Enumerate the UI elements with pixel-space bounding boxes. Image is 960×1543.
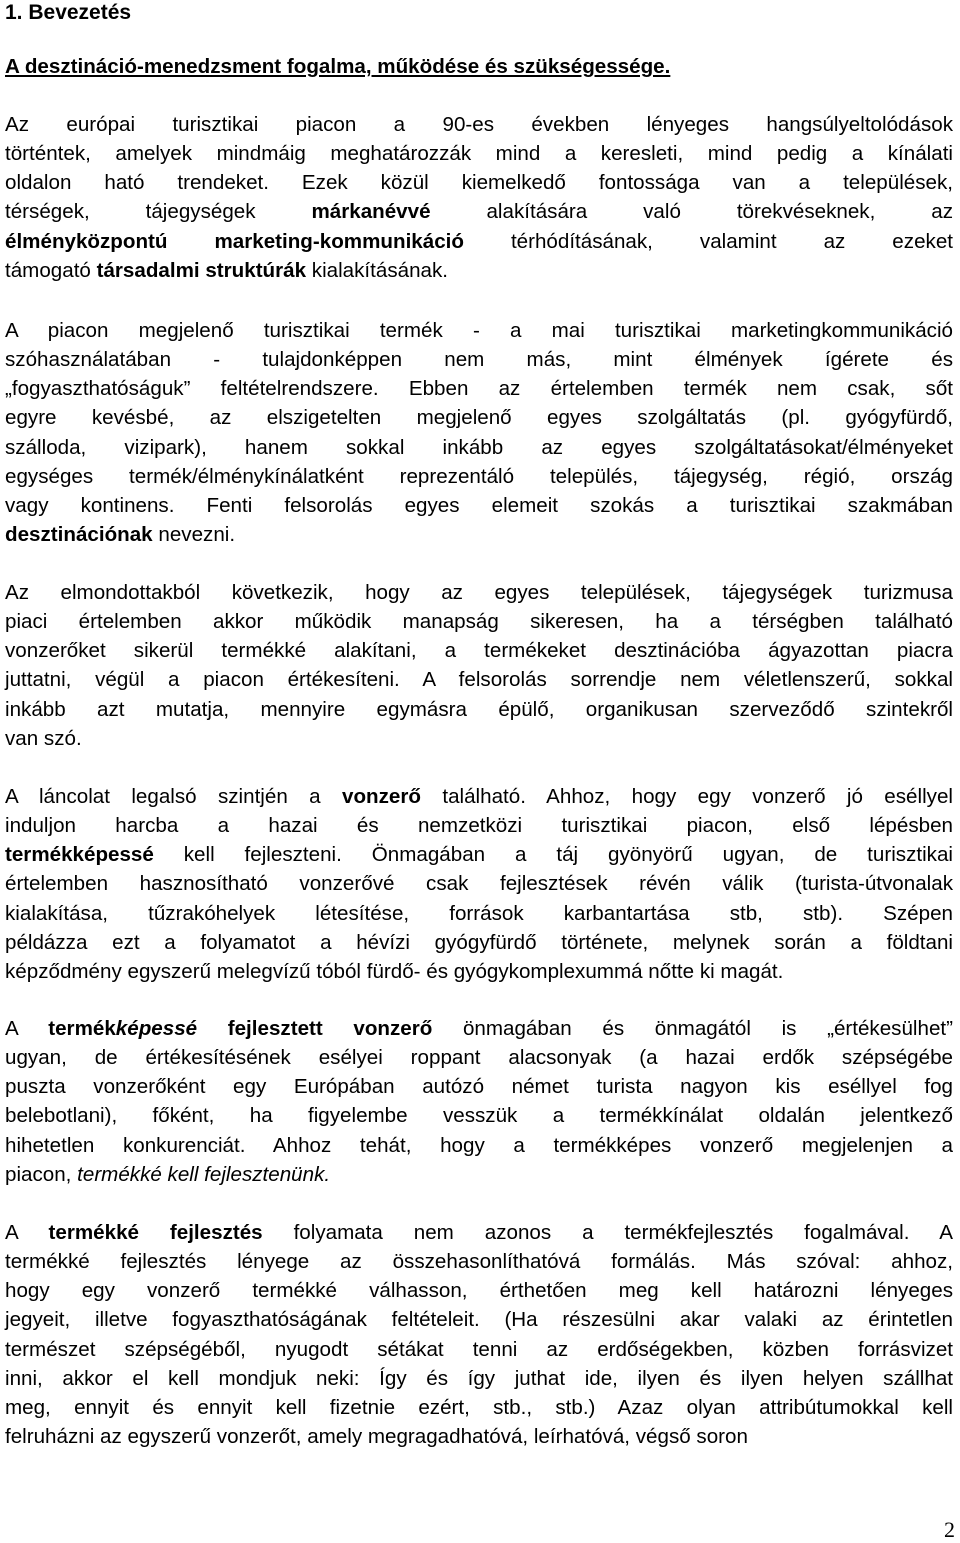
emphasis-text: termék bbox=[48, 1017, 116, 1040]
text-run: ugyan, de értékesítésének esélyei roppant alacsonyak (a hazai erdők szépségébe bbox=[5, 1046, 953, 1070]
text-line bbox=[5, 197, 953, 226]
text-line bbox=[5, 227, 953, 256]
emphasis-text: desztinációnak bbox=[5, 522, 153, 546]
emphasis-text: termékképessé bbox=[5, 843, 154, 867]
text-line bbox=[5, 928, 953, 957]
text-run: egységes termék/élménykínálatként reprezentáló település, tájegység, régió, ország bbox=[5, 464, 953, 488]
text-run: szálloda, vizipark), hanem sokkal inkább az egyes szolgáltatásokat/élményeket bbox=[5, 435, 953, 459]
text-line bbox=[5, 1393, 953, 1422]
emphasis-text: társadalmi struktúrák bbox=[96, 258, 307, 282]
text-run: A bbox=[5, 1017, 49, 1040]
emphasis-text: termékké fejlesztés bbox=[48, 1221, 263, 1244]
text-run: piacon, bbox=[5, 1162, 78, 1186]
text-run: puszta vonzerőként egy Európában autózó német turista nagyon kis eséllyel fog bbox=[5, 1075, 953, 1099]
paragraph-destination-success bbox=[5, 578, 953, 753]
text-run: felruházni az egyszerű vonzerőt, amely megragadhatóvá, leírhatóvá, végső soron bbox=[5, 1424, 748, 1448]
text-line bbox=[5, 1364, 953, 1393]
text-line bbox=[5, 1335, 953, 1364]
text-line bbox=[5, 899, 953, 928]
text-run: képződmény egyszerű melegvízű tóból fürdő- és gyógykomplexummá nőtte ki magát. bbox=[5, 959, 784, 983]
paragraph-attraction bbox=[5, 782, 953, 986]
text-line bbox=[5, 256, 953, 285]
emphasis-text: fejlesztett vonzerő bbox=[197, 1017, 433, 1040]
emphasis-text: vonzerő bbox=[342, 785, 421, 808]
text-run: nevezni. bbox=[152, 522, 236, 546]
text-line bbox=[5, 811, 953, 840]
text-line bbox=[5, 840, 953, 869]
text-line bbox=[5, 665, 953, 694]
text-run: egyre kevésbé, az elszigetelten megjelenő egyes szolgáltatás (pl. gyógyfürdő, bbox=[5, 406, 953, 430]
text-run: juttatni, végül a piacon értékesíteni. A felsorolás sorrendje nem véletlenszerű, sokkal bbox=[5, 668, 953, 692]
text-line bbox=[5, 1043, 953, 1072]
text-line bbox=[5, 403, 953, 432]
page-number: 2 bbox=[944, 1517, 955, 1542]
text-line bbox=[5, 1131, 953, 1160]
text-run: hihetetlen konkurenciát. Ahhoz tehát, hogy a termékképes vonzerő megjelenjen a bbox=[5, 1133, 953, 1157]
text-run: térhódításának, valamint az ezeket bbox=[463, 229, 953, 253]
text-line bbox=[5, 462, 953, 491]
text-run: térségek, tájegységek bbox=[5, 200, 312, 224]
text-line bbox=[5, 578, 953, 607]
text-run: inkább azt mutatja, mennyire egymásra épülő, organikusan szerveződő szintekről bbox=[5, 697, 953, 721]
text-line bbox=[5, 1422, 953, 1451]
text-line bbox=[5, 345, 953, 374]
text-line bbox=[5, 869, 953, 898]
text-line bbox=[5, 1247, 953, 1276]
text-line bbox=[5, 957, 953, 986]
paragraph-developed-attraction bbox=[5, 1014, 953, 1189]
text-line bbox=[5, 316, 953, 345]
text-run: történtek, amelyek mindmáig meghatározzák mind a keresleti, mind pedig a kínálati bbox=[5, 142, 953, 166]
text-run: piaci értelemben akkor működik manapság sikeresen, ha a térségben található bbox=[5, 610, 953, 634]
text-line bbox=[5, 139, 953, 168]
text-run: meg, ennyit és ennyit kell fizetnie ezért, stb., stb.) Azaz olyan attribútumokkal kell bbox=[5, 1395, 953, 1419]
text-line bbox=[5, 168, 953, 197]
text-run: oldalon ható trendeket. Ezek közül kiemelkedő fontossága van a települések, bbox=[5, 171, 953, 195]
text-line bbox=[5, 724, 953, 753]
text-run: önmagában és önmagától is „értékesülhet” bbox=[432, 1017, 953, 1040]
text-run: „fogyaszthatóságuk” feltételrendszere. Ebben az értelemben termék nem csak, sőt bbox=[5, 377, 953, 401]
text-line bbox=[5, 433, 953, 462]
text-run: termékké fejlesztés lényege az összehasonlíthatóvá formálás. Más szóval: ahhoz, bbox=[5, 1250, 953, 1274]
text-run: vagy kontinens. Fenti felsorolás egyes elemeit szokás a turisztikai szakmában bbox=[5, 493, 953, 517]
text-run: támogató bbox=[5, 258, 97, 282]
emphasis-text: élményközpontú marketing-kommunikáció bbox=[5, 229, 464, 253]
text-line bbox=[5, 520, 953, 549]
text-run: Az elmondottakból következik, hogy az egyes települések, tájegységek turizmusa bbox=[5, 581, 953, 604]
text-run: inni, akkor el kell mondjuk neki: Így és így juthat ide, ilyen és ilyen helyen szállhat bbox=[5, 1366, 953, 1390]
italic-text: termékké kell fejlesztenünk. bbox=[77, 1162, 331, 1186]
emphasis-text: képessé bbox=[115, 1017, 198, 1040]
text-line bbox=[5, 1072, 953, 1101]
text-line bbox=[5, 636, 953, 665]
section-heading: 1. Bevezetés bbox=[5, 1, 132, 24]
text-line bbox=[5, 1218, 953, 1247]
text-run: természet szépségéből, nyugodt sétákat tenni az erdőségekben, közben forrásvizet bbox=[5, 1337, 953, 1361]
emphasis-text: márkanévvé bbox=[311, 200, 431, 224]
text-run: A piacon megjelenő turisztikai termék - a mai turisztikai marketingkommunikáció bbox=[5, 319, 953, 342]
text-run: példázza ezt a folyamatot a hévízi gyógyfürdő története, melynek során a földtani bbox=[5, 930, 953, 954]
text-line bbox=[5, 374, 953, 403]
text-run: értelemben hasznosítható vonzerővé csak fejlesztések révén válik (turista-útvonalak bbox=[5, 872, 953, 896]
text-run: vonzerőket sikerül termékké alakítani, a termékeket desztinációba ágyazottan piacra bbox=[5, 639, 953, 663]
text-run: szóhasználatában - tulajdonképpen nem más, mint élmények ígérete és bbox=[5, 348, 953, 372]
text-run: van szó. bbox=[5, 726, 82, 750]
text-run: kell fejleszteni. Önmagában a táj gyönyörű ugyan, de turisztikai bbox=[153, 843, 953, 867]
text-run: hogy egy vonzerő termékké válhasson, érthetően meg kell határozni lényeges bbox=[5, 1279, 953, 1303]
text-run: alakítására való törekvéseknek, az bbox=[430, 200, 953, 224]
text-run: kialakítása, tűzrakóhelyek létesítése, források karbantartása stb, stb). Szépen bbox=[5, 901, 953, 925]
text-line bbox=[5, 782, 953, 811]
text-line bbox=[5, 1305, 953, 1334]
text-line bbox=[5, 491, 953, 520]
text-run: A láncolat legalsó szintjén a bbox=[5, 785, 342, 808]
text-run: A bbox=[5, 1221, 49, 1244]
text-line bbox=[5, 1101, 953, 1130]
text-run: Az európai turisztikai piacon a 90-es években lényeges hangsúlyeltolódások bbox=[5, 113, 953, 136]
paragraph-productization bbox=[5, 1218, 953, 1451]
text-run: jegyeit, illetve fogyaszthatóságának feltételeit. (Ha részesülni akar valaki az érintetlen bbox=[5, 1308, 953, 1332]
text-line bbox=[5, 110, 953, 139]
text-line bbox=[5, 1014, 953, 1043]
text-line bbox=[5, 1276, 953, 1305]
text-run: induljon harcba a hazai és nemzetközi turisztikai piacon, első lépésben bbox=[5, 814, 953, 838]
section-subheading: A desztináció-menedzsment fogalma, működése és szükségessége. bbox=[5, 55, 671, 78]
text-line bbox=[5, 695, 953, 724]
text-run: folyamata nem azonos a termékfejlesztés fogalmával. A bbox=[262, 1221, 953, 1244]
paragraph-intro-trends bbox=[5, 110, 953, 285]
text-run: található. Ahhoz, hogy egy vonzerő jó eséllyel bbox=[420, 785, 953, 808]
text-run: belebotlani), főként, ha figyelembe vesszük a termékkínálat oldalán jelentkező bbox=[5, 1104, 953, 1128]
text-line bbox=[5, 607, 953, 636]
text-run: kialakításának. bbox=[306, 258, 449, 282]
paragraph-tourism-product bbox=[5, 316, 953, 549]
text-line bbox=[5, 1160, 953, 1189]
